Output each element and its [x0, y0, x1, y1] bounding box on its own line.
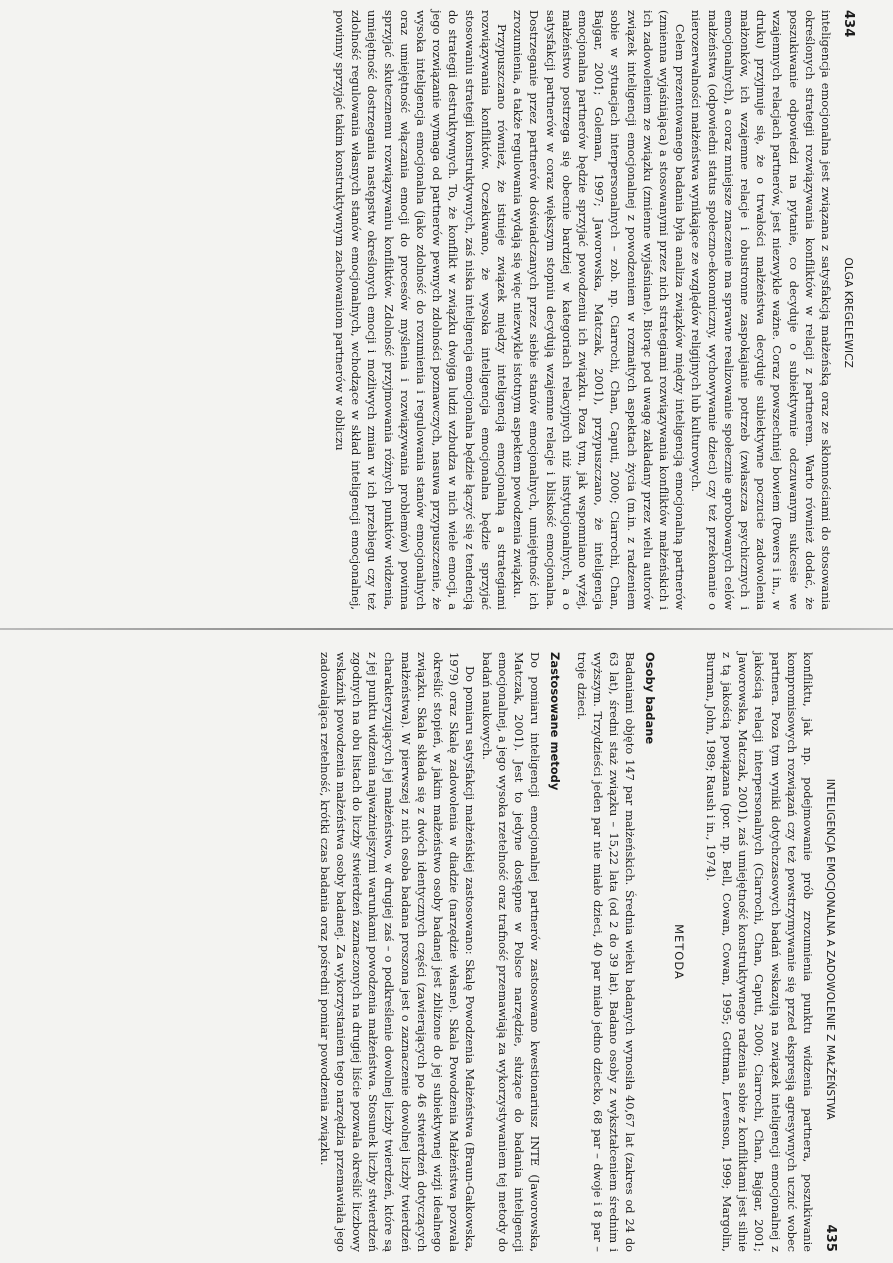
body-text: [332, 10, 834, 610]
page-number: 435: [823, 1224, 838, 1252]
subsection-title: Zastosowane metody: [548, 652, 563, 791]
page-435: [98, 652, 838, 1252]
page-434: [116, 10, 856, 610]
page-header: [834, 10, 856, 610]
paragraph: konfliktu, jak np. podejmowanie prób zrozumienia punktu widzenia partnera, poszukiwanie kompromisowych rozwiązań czy też powstrzymywanie się przed ekspresją agresywnych uczuć wobec partnera. Poza tym wyniki dotychczasowych badań wskazują na związek inteligencji emocjonalnej z jakością relacji interpersonalnych (Ciarrochi, Chan, Caputi, 2000; Ciarrochi, Chan, Bajgar, 2001; Jaworowska, Matczak, 2001), zaś umiejętność konstruktywnego radzenia sobie z konfliktami jest silnie z tą jakością powiązana (por. np. Bell, Cowan, Cowan, 1995; Gottman, Levenson, 1999; Margolin, Burman, John, 1989; Raush i in., 1974).: [703, 652, 815, 1252]
page-number: 434: [841, 10, 856, 38]
paragraph: Badaniami objęto 147 par małżeńskich. Średnia wieku badanych wynosiła 40,67 lat (zakres od 24 do 63 lat), średni staż związku – 15,22 lata (od 2 do 39 lat). Badano osoby z wykształceniem średnim i wyższym. Trzydzieści jeden par nie miało dzieci, 40 par miało jedno dziecko, 68 par – dwoje i 8 par – troje dzieci.: [574, 652, 638, 1252]
paragraph: Do pomiaru inteligencji emocjonalnej partnerów zastosowano kwestionariusz INTE (Jaworowska, Matczak, 2001). Jest to jedyne dostępne w Polsce narzędzie, służące do badania inteligencji emocjonalnej, a jego wysoka rzetelność oraz trafność przemawiają za wykorzystywaniem tej metody do badań naukowych.: [479, 652, 543, 1252]
section-title: METODA: [671, 924, 686, 980]
paragraph: Do pomiaru satysfakcji małżeńskiej zastosowano: Skalę Powodzenia Małżeństwa (Braun-Gałkowska, 1979) oraz Skalę zadowolenia w diadzie (narzędzie własne). Skala Powodzenia Małżeństwa pozwala określić stopień, w jakim małżeństwo osoby badanej jest zbliżone do jej subiektywnej wizji idealnego związku. Skala składa się z dwóch identycznych części (zawierających po 46 stwierdzeń dotyczących małżeństwa). W pierwszej z nich osoba badana proszona jest o zaznaczenie dowolnej liczby twierdzeń charakteryzujących jej małżeństwo, w drugiej zaś – o podkreślenie dowolnej liczby twierdzeń, które są z jej punktu widzenia najważniejszymi warunkami powodzenia małżeństwa. Stosunek liczby stwierdzeń zgodnych na obu listach do liczby stwierdzeń zaznaczonych na drugiej liście pozwala określić liczbowy wskaźnik powodzenia małżeństwa osoby badanej. Za wykorzystaniem tego narzędzia przemawiała jego zadowalająca rzetelność, krótki czas badania oraz pośredni pomiar powodzenia związku.: [317, 652, 478, 1252]
page-gutter: [0, 628, 893, 630]
paragraph: inteligencja emocjonalna jest związana z satysfakcją małżeńską oraz ze skłonnościami do stosowania określonych strategii rozwiązywania konfliktów w relacji z partnerem. Warto również dodać, że poszukiwanie odpowiedzi na pytanie, co decyduje o subiektywnie odczuwanym sukcesie we wzajemnych relacjach partnerów, jest niezwykle ważne. Coraz powszechniej bowiem (Powers i in., w druku) przyjmuje się, że o trwałości małżeństwa decyduje subiektywne poczucie zadowolenia małżonków, ich wzajemne relacje i obustronne zaspokajanie potrzeb (zwłaszcza psychicznych i emocjonalnych), a coraz mniejsze znaczenie ma sprawne realizowanie społecznie aprobowanych celów małżeństwa (odpowiedni status społeczno-ekonomiczny, wychowywanie dzieci) czy też przekonanie o nierozerwalności małżeństwa wynikające ze względów religijnych lub kulturowych.: [689, 10, 833, 610]
paragraph: Przypuszczano również, że istnieje związek między inteligencją emocjonalną a strategiami rozwiązywania konfliktów. Oczekiwano, że wysoka inteligencja emocjonalna będzie sprzyjać stosowaniu strategii konstruktywnych, zaś niska inteligencja emocjonalna będzie łączyć się z tendencją do strategii destruktywnych. To, że konflikt w związku dwojga ludzi wzbudza w nich wiele emocji, a jego rozwiązanie wymaga od partnerów pewnych zdolności poznawczych, nasuwa przypuszczenie, że wysoka inteligencja emocjonalna (jako zdolność do rozumienia i regulowania stanów emocjonalnych oraz umiejętność włączania emocji do procesów myślenia i rozwiązywania problemów) powinna sprzyjać skutecznemu rozwiązywaniu konfliktów. Zdolność przyjmowania różnych punktów widzenia, umiejętność dostrzegania następstw określonych emocji i możliwych zmian w ich przebiegu czy też zdolność regulowania własnych stanów emocjonalnych, wchodzące w skład inteligencji emocjonalnej, powinny sprzyjać takim konstruktywnym zachowaniom partnerów w obliczu: [332, 10, 509, 610]
running-head: OLGA KREGELEWICZ: [842, 257, 854, 368]
subsection-title: Osoby badane: [643, 652, 658, 745]
paragraph: Celem prezentowanego badania była analiza związków między inteligencją emocjonalną partnerów (zmienna wyjaśniająca) a stosowanymi przez nich strategiami rozwiązywania konfliktów małżeńskich i ich zadowoleniem ze związku (zmienne wyjaśniane). Biorąc pod uwagę zakładany przez wielu autorów związek inteligencji emocjonalnej z powodzeniem w rozmaitych aspektach życia (m.in. z radzeniem sobie w sytuacjach interpersonalnych – zob. np. Ciarrochi, Chan, Caputi, 2000; Ciarrochi, Chan, Bajgar, 2001; Goleman, 1997; Jaworowska, Matczak, 2001), przypuszczano, że inteligencja emocjonalna partnerów będzie sprzyjać powodzeniu ich związku. Poza tym, jak wspomniano wyżej, małżeństwo postrzega się obecnie bardziej w kategoriach relacyjnych niż instytucjonalnych, a o satysfakcji partnerów w coraz większym stopniu decydują wzajemne relacje i bliskość emocjonalna. Dostrzeganie przez partnerów doświadczanych przez siebie stanów emocjonalnych, umiejętność ich zrozumienia, a także regulowania wydają się więc niezwykle istotnym aspektem powodzenia związku.: [511, 10, 688, 610]
body-text: [316, 652, 816, 1252]
page-header: [816, 652, 838, 1252]
running-head: INTELIGENCJA EMOCJONALNA A ZADOWOLENIE Z MAŁŻEŃSTWA: [824, 778, 836, 1120]
